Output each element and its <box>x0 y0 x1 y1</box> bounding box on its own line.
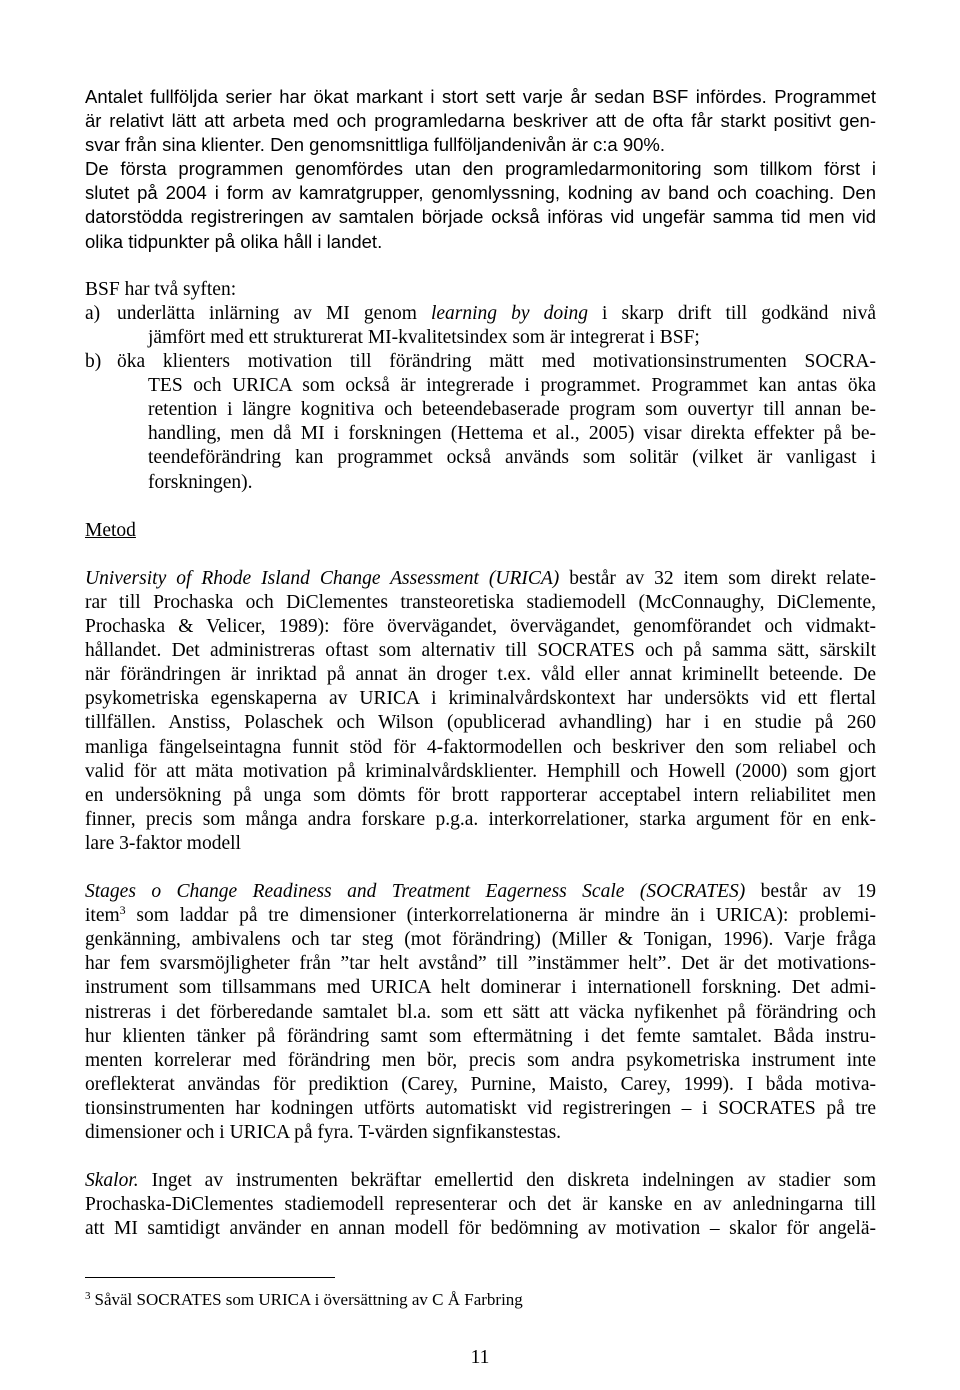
socrates-paragraph-line: dimensioner och i URICA på fyra. T-värden signfikanstestas. <box>85 1122 562 1144</box>
urica-title: University of Rhode Island Change Assessment (URICA) <box>85 567 560 589</box>
aim-a-line: jämfört med ett strukturerat MI-kvalitetsindex som är integrerat i BSF; <box>148 326 700 348</box>
intro-paragraph-line: De första programmen genomfördes utan den programledarmonitoring som tillkom först i <box>85 158 876 180</box>
socrates-paragraph-line: instrument som tillsammans med URICA helt dominerar i internationell forskning. Det admi- <box>85 977 876 999</box>
intro-paragraph-line: Antalet fullföljda serier har ökat markant i stort sett varje år sedan BSF infördes. Programmet <box>85 86 876 107</box>
blank-line <box>85 1145 876 1169</box>
socrates-text: som laddar på tre dimensioner (interkorrelationerna är mindre än i URICA): problemi- <box>125 905 876 927</box>
section-heading <box>85 519 876 543</box>
urica-paragraph-line: manliga fängelseintagna funnit stöd för 4-faktormodellen och beskriver den som reliabel och <box>85 736 876 758</box>
skalor-paragraph-line <box>85 1169 876 1193</box>
socrates-paragraph-line: hur klienten tänker på förändring samt som eftermätning i det femte samtalet. Båda instru- <box>85 1025 876 1047</box>
main-text <box>85 85 876 1242</box>
footnote-separator <box>85 1277 335 1278</box>
urica-paragraph-line: rar till Prochaska och DiClementes transteoretiska stadiemodell (McConnaughy, DiClemente, <box>85 591 876 613</box>
socrates-title: Stages o Change Readiness and Treatment Eagerness Scale (SOCRATES) <box>85 881 746 903</box>
urica-paragraph-line: lare 3-faktor modell <box>85 832 241 854</box>
socrates-paragraph-line: nistreras i det förberedande samtalet bl.a. som ett sätt att väcka nyfikenhet på förändring och <box>85 1001 876 1023</box>
urica-text: består av 32 item som direkt relate- <box>559 567 876 589</box>
blank-line <box>85 254 876 278</box>
intro-paragraph-line: datorstödda registreringen av samtalen började också införas vid ungefär samma tid men vid <box>85 206 876 228</box>
skalor-paragraph-line: Prochaska-DiClementes stadiemodell representerar och det är kanske en av anledningarna till <box>85 1194 876 1216</box>
skalor-paragraph-line: att MI samtidigt använder en annan modell för bedömning av motivation – skalor för angelä- <box>85 1218 876 1240</box>
aim-b-text: öka klienters motivation till förändring mätt med motivationsinstrumenten SOCRA- <box>117 351 876 373</box>
aim-a-text: i skarp drift till godkänd nivå <box>588 302 876 324</box>
urica-paragraph-line: psykometriska egenskaperna av URICA i kriminalvårdskontext har undersökts vid ett flertal <box>85 688 876 710</box>
intro-paragraph-line: svar från sina klienter. Den genomsnittliga fullföljandenivån är c:a 90%. <box>85 134 665 156</box>
socrates-text: item <box>85 905 120 927</box>
aim-a-label: a) <box>85 302 101 324</box>
urica-paragraph-line: en undersökning på unga som dömts för brott rapporterar acceptabel intern reliabilitet men <box>85 784 876 806</box>
aim-b-line: TES och URICA som också är integrerade i programmet. Programmet kan antas öka <box>148 375 876 397</box>
urica-paragraph-line: när förändringen är inriktad på annat än droger t.ex. våld eller annat kriminellt beteende. De <box>85 664 876 686</box>
socrates-paragraph-line: oreflekterat användas för prediktion (Carey, Purnine, Maisto, Carey, 1999). I båda motiva- <box>85 1073 876 1095</box>
footnote-marker: 3 <box>85 1290 91 1302</box>
intro-paragraph-line: slutet på 2004 i form av kamratgrupper, genomlyssning, kodning av band och coaching. Den <box>85 182 876 204</box>
skalor-text: Inget av instrumenten bekräftar emellertid den diskreta indelningen av stadier som <box>138 1170 876 1192</box>
urica-paragraph-line: hållandet. Det administreras oftast som alternativ till SOCRATES och på samma sätt, särskilt <box>85 640 876 662</box>
section-heading-text: Metod <box>85 519 136 541</box>
aim-a-text: underlätta inlärning av MI genom <box>117 302 431 324</box>
intro-paragraph-line: olika tidpunkter på olika håll i landet. <box>85 230 383 252</box>
aim-b-line: forskningen). <box>148 471 253 493</box>
socrates-paragraph-line <box>85 880 876 904</box>
footnote-text: Såväl SOCRATES som URICA i översättning av C Å Farbring <box>94 1290 523 1309</box>
socrates-paragraph-line: genkänning, ambivalens och tar steg (mot förändring) (Miller & Tonigan, 1996). Varje fråga <box>85 929 876 951</box>
aim-b-line: handling, men då MI i forskningen (Hettema et al., 2005) visar direkta effekter på be- <box>148 423 876 445</box>
blank-line <box>85 856 876 880</box>
footnote <box>85 1288 876 1312</box>
urica-paragraph-line: valid för att mäta motivation på kriminalvårdsklienter. Hemphill och Howell (2000) som gjort <box>85 760 876 782</box>
socrates-paragraph-line: tionsinstrumenten har kodningen utförts automatiskt vid registreringen – i SOCRATES på tre <box>85 1097 876 1119</box>
urica-paragraph-line: Prochaska & Velicer, 1989): före övervägandet, övervägandet, genomförandet och vidmakt- <box>85 616 876 638</box>
aims-intro: BSF har två syften: <box>85 278 237 300</box>
blank-line <box>85 495 876 519</box>
aim-b-line: retention i längre kognitiva och beteendebaserade program som ouvertyr till annan be- <box>148 399 876 421</box>
aim-a-first-line <box>85 302 876 326</box>
aim-a-italic-text: learning by doing <box>430 302 588 324</box>
blank-line <box>85 543 876 567</box>
urica-paragraph-line: finner, precis som många andra forskare p.g.a. interkorrelationer, starka argument för en enk- <box>85 808 876 830</box>
footnote-reference: 3 <box>119 903 126 918</box>
socrates-text: består av 19 <box>745 881 876 903</box>
intro-paragraph-line: är relativt lätt att arbeta med och programledarna beskriver att de ofta får starkt positivt gen- <box>85 110 876 132</box>
socrates-paragraph-line: menten korrelerar med förändring men bör, precis som andra psykometriska instrument inte <box>85 1049 876 1071</box>
socrates-paragraph-line <box>85 904 876 928</box>
aim-b-first-line <box>85 350 876 374</box>
aim-b-line: teendeförändring kan programmet också används som solitär (vilket är vanligast i <box>148 447 876 469</box>
urica-paragraph-line <box>85 567 876 591</box>
socrates-paragraph-line: har fem svarsmöjligheter från ”tar helt avstånd” till ”instämmer helt”. Det är det motivations- <box>85 953 876 975</box>
aim-b-label: b) <box>85 351 102 373</box>
page-number: 11 <box>470 1347 490 1368</box>
skalor-title: Skalor. <box>85 1170 139 1192</box>
urica-paragraph-line: tillfällen. Anstiss, Polaschek och Wilson (opublicerad avhandling) har i en studie på 260 <box>85 712 876 734</box>
